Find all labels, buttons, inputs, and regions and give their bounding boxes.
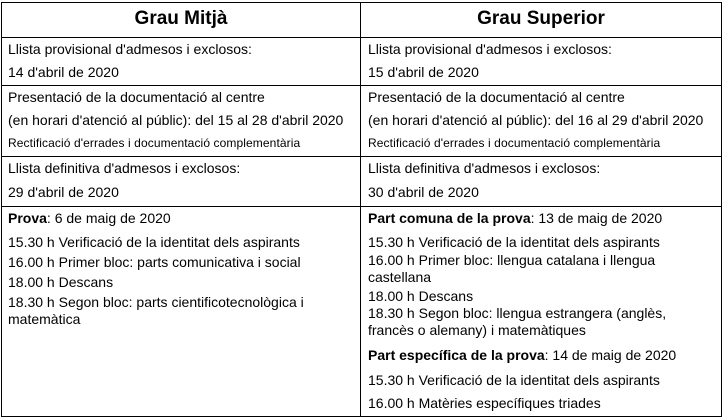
row-divider — [2, 37, 721, 38]
provisional-date-right: 15 d'abril de 2020 — [368, 64, 479, 80]
definitiva-title-left: Llista definitiva d'admesos i exclosos: — [8, 160, 241, 176]
comuna-item: 15.30 h Verificació de la identitat dels aspirants — [368, 234, 660, 250]
row-divider — [2, 156, 721, 157]
provisional-date-left: 14 d'abril de 2020 — [8, 64, 119, 80]
definitiva-date-right: 30 d'abril de 2020 — [368, 184, 479, 200]
header-grau-superior: Grau Superior — [477, 8, 605, 29]
row-divider — [2, 206, 721, 207]
comuna-item: 18.00 h Descans — [368, 288, 474, 304]
prova-item: 16.00 h Primer bloc: parts comunicativa i social — [8, 254, 301, 270]
presentacio-note-right: Rectificació d'errades i documentació complementària — [368, 136, 661, 150]
definitiva-date-left: 29 d'abril de 2020 — [8, 184, 119, 200]
presentacio-line2-left: (en horari d'atenció al públic): del 15 al 28 d'abril 2020 — [8, 112, 344, 128]
prova-label: Prova — [8, 210, 47, 226]
especifica-label: Part específica de la prova — [368, 347, 545, 363]
provisional-title-right: Llista provisional d'admesos i exclosos: — [368, 41, 612, 57]
especifica-item: 16.00 h Matèries específiques triades — [368, 395, 601, 411]
prova-item: 18.00 h Descans — [8, 274, 114, 290]
comuna-date: : 13 de maig de 2020 — [530, 210, 663, 226]
especifica-item: 15.30 h Verificació de la identitat dels aspirants — [368, 372, 660, 388]
column-divider — [360, 3, 361, 416]
header-grau-mitja: Grau Mitjà — [134, 8, 228, 29]
prova-date: : 6 de maig de 2020 — [46, 210, 171, 226]
comuna-label: Part comuna de la prova — [368, 210, 531, 226]
comuna-heading — [368, 210, 662, 227]
especifica-heading — [368, 347, 676, 364]
row-divider — [2, 85, 721, 86]
provisional-title-left: Llista provisional d'admesos i exclosos: — [8, 41, 252, 57]
definitiva-title-right: Llista definitiva d'admesos i exclosos: — [368, 160, 601, 176]
prova-heading-left — [8, 210, 171, 227]
prova-item: 15.30 h Verificació de la identitat dels aspirants — [8, 234, 300, 250]
comuna-item: 18.30 h Segon bloc: llengua estrangera (anglès, francès o alemany) i matemàtiques — [368, 305, 667, 338]
prova-item: 18.30 h Segon bloc: parts cientificotecnològica i matemàtica — [8, 294, 304, 327]
comuna-item: 16.00 h Primer bloc: llengua catalana i llengua castellana — [368, 252, 656, 285]
presentacio-line1-left: Presentació de la documentació al centre — [8, 89, 265, 105]
presentacio-line2-right: (en horari d'atenció al públic): del 16 al 29 d'abril 2020 — [368, 112, 704, 128]
especifica-date: : 14 de maig de 2020 — [544, 347, 677, 363]
calendar-table — [1, 2, 722, 417]
presentacio-note-left: Rectificació d'errades i documentació complementària — [8, 136, 301, 150]
presentacio-line1-right: Presentació de la documentació al centre — [368, 89, 625, 105]
